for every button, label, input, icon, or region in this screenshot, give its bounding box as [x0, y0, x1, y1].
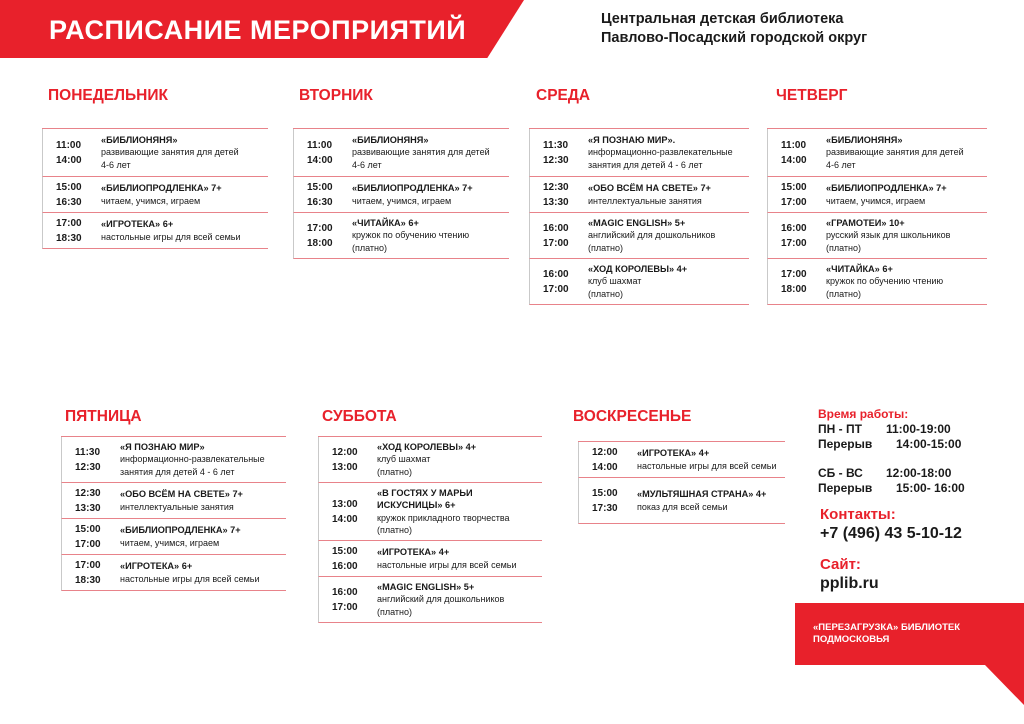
event-row	[293, 129, 509, 177]
event-start: 16:00	[543, 268, 569, 280]
event-description-extra: (платно)	[377, 466, 413, 477]
event-row	[767, 259, 987, 305]
event-end: 14:00	[56, 154, 82, 166]
event-row	[529, 177, 749, 213]
event-times	[530, 267, 588, 297]
event-times	[530, 221, 588, 251]
event-description-extra: занятия для детей 4 - 6 лет	[588, 159, 703, 170]
event-description: настольные игры для всей семьи	[637, 460, 777, 471]
event-row	[318, 541, 542, 577]
day-title: СРЕДА	[536, 87, 591, 104]
event-title: «ИГРОТЕКА» 4+	[637, 448, 710, 458]
event-title: «БИБЛИОПРОДЛЕНКА» 7+	[352, 183, 473, 193]
org-line-2: Павлово-Посадский городской округ	[601, 30, 868, 46]
event-row	[767, 213, 987, 259]
event-start: 17:00	[75, 559, 101, 571]
event-end: 16:30	[56, 196, 82, 208]
event-times	[43, 216, 101, 246]
event-start: 15:00	[332, 545, 358, 557]
event-description: английский для дошкольников	[588, 230, 716, 241]
event-info	[352, 182, 477, 207]
event-times	[294, 180, 352, 210]
event-end: 17:30	[592, 502, 618, 514]
contacts-label: Контакты:	[820, 506, 896, 523]
event-description: кружок по обучению чтению	[826, 276, 944, 287]
event-row	[42, 213, 268, 249]
event-start: 12:00	[332, 446, 358, 458]
event-row	[529, 129, 749, 177]
event-description-extra: (платно)	[377, 606, 413, 617]
event-title: «БИБЛИОНЯНЯ»	[826, 134, 903, 145]
event-description: информационно-развлекательные	[120, 454, 265, 465]
event-info	[120, 524, 245, 549]
event-title: «БИБЛИОПРОДЛЕНКА» 7+	[120, 525, 241, 535]
event-end: 17:00	[332, 601, 358, 613]
event-times	[62, 445, 120, 475]
event-start: 15:00	[307, 181, 333, 193]
event-title: «Я ПОЗНАЮ МИР»	[120, 441, 205, 452]
event-info	[352, 217, 473, 255]
event-row	[529, 259, 749, 305]
weekday-hours-row	[818, 422, 965, 437]
event-row	[318, 437, 542, 483]
event-description: кружок по обучению чтению	[352, 230, 470, 241]
event-title: «В ГОСТЯХ У МАРЬИ ИСКУСНИЦЫ» 6+	[377, 487, 473, 510]
event-info	[101, 182, 226, 207]
event-description: клуб шахмат	[588, 276, 642, 287]
event-list	[42, 128, 268, 249]
event-end: 14:00	[592, 461, 618, 473]
event-list	[293, 128, 509, 259]
event-end: 13:30	[75, 502, 101, 514]
weekend-time: 12:00-18:00	[886, 466, 952, 480]
event-end: 17:00	[781, 196, 807, 208]
event-row	[318, 483, 542, 541]
event-title: «БИБЛИОПРОДЛЕНКА» 7+	[101, 183, 222, 193]
event-info	[826, 217, 954, 255]
event-description-extra: (платно)	[588, 242, 624, 253]
event-description-extra: 4-6 лет	[101, 159, 131, 170]
event-description: настольные игры для всей семьи	[120, 573, 260, 584]
weekday-break-row	[818, 437, 965, 452]
weekend-label: СБ - ВС	[818, 466, 863, 480]
event-times	[62, 558, 120, 588]
event-times	[319, 497, 377, 527]
event-title: «БИБЛИОНЯНЯ»	[101, 134, 178, 145]
event-end: 17:00	[781, 237, 807, 249]
event-end: 18:30	[56, 232, 82, 244]
event-times	[62, 486, 120, 516]
event-description: английский для дошкольников	[377, 594, 505, 605]
event-title: «ОБО ВСЁМ НА СВЕТЕ» 7+	[120, 489, 243, 499]
event-times	[768, 221, 826, 251]
event-end: 12:30	[75, 461, 101, 473]
site-link[interactable]: pplib.ru	[820, 575, 879, 592]
event-row	[61, 483, 286, 519]
event-title: «ЧИТАЙКА» 6+	[826, 263, 893, 274]
event-list	[529, 128, 749, 305]
event-description: читаем, учимся, играем	[826, 195, 926, 206]
event-title: «БИБЛИОПРОДЛЕНКА» 7+	[826, 183, 947, 193]
event-description-extra: (платно)	[377, 525, 413, 535]
event-description-extra: занятия для детей 4 - 6 лет	[120, 466, 235, 477]
event-title: «MAGIC ENGLISH» 5+	[377, 581, 475, 592]
event-description: интеллектуальные занятия	[588, 195, 702, 206]
event-end: 14:00	[332, 513, 358, 525]
event-end: 17:00	[75, 538, 101, 550]
event-description: настольные игры для всей семьи	[101, 231, 241, 242]
site-label: Сайт:	[820, 556, 861, 573]
weekday-label: ПН - ПТ	[818, 422, 862, 436]
event-info	[352, 134, 494, 172]
event-description-extra: (платно)	[352, 242, 388, 253]
event-times	[530, 138, 588, 168]
event-description-extra: 4-6 лет	[352, 159, 382, 170]
event-end: 16:30	[307, 196, 333, 208]
event-times	[43, 180, 101, 210]
event-times	[294, 221, 352, 251]
event-title: «ОБО ВСЁМ НА СВЕТЕ» 7+	[588, 183, 711, 193]
event-title: «Я ПОЗНАЮ МИР».	[588, 134, 676, 145]
event-list	[767, 128, 987, 305]
org-line-1: Центральная детская библиотека	[601, 11, 844, 27]
event-row	[61, 437, 286, 483]
event-times	[319, 445, 377, 475]
event-start: 15:00	[781, 181, 807, 193]
event-times	[768, 180, 826, 210]
phone-number[interactable]: +7 (496) 43 5-10-12	[820, 525, 962, 542]
event-start: 12:00	[592, 446, 618, 458]
event-end: 18:00	[781, 283, 807, 295]
event-description: интеллектуальные занятия	[120, 501, 234, 512]
organization-name	[601, 10, 867, 48]
event-row	[42, 129, 268, 177]
event-start: 17:00	[781, 268, 807, 280]
event-times	[294, 138, 352, 168]
event-info	[101, 218, 244, 243]
event-row	[767, 177, 987, 213]
event-end: 13:00	[332, 461, 358, 473]
event-title: «ИГРОТЕКА» 6+	[120, 561, 193, 571]
weekend-break-row	[818, 481, 965, 496]
event-start: 16:00	[781, 222, 807, 234]
event-row	[578, 442, 785, 478]
event-end: 14:00	[307, 154, 333, 166]
weekday-break-label: Перерыв	[818, 437, 873, 451]
event-times	[768, 138, 826, 168]
event-end: 13:30	[543, 196, 569, 208]
event-start: 15:00	[592, 487, 618, 499]
event-info	[826, 182, 951, 207]
event-start: 16:00	[543, 222, 569, 234]
event-title: «МУЛЬТЯШНАЯ СТРАНА» 4+	[637, 489, 767, 499]
event-title: «ЧИТАЙКА» 6+	[352, 217, 419, 228]
event-times	[579, 486, 637, 516]
event-info	[377, 546, 520, 571]
event-info	[101, 134, 243, 172]
event-row	[293, 213, 509, 259]
day-title: ПОНЕДЕЛЬНИК	[48, 87, 168, 104]
event-row	[318, 577, 542, 623]
event-info	[637, 488, 770, 513]
event-info	[120, 441, 269, 479]
event-start: 11:00	[56, 139, 82, 151]
day-title: ВОСКРЕСЕНЬЕ	[573, 408, 692, 425]
event-description: русский язык для школьников	[826, 230, 951, 241]
working-hours-title: Время работы:	[818, 407, 909, 421]
weekday-break-time: 14:00-15:00	[896, 437, 962, 451]
weekend-break-label: Перерыв	[818, 481, 873, 495]
event-end: 17:00	[543, 283, 569, 295]
event-description-extra: (платно)	[826, 288, 862, 299]
event-end: 17:00	[543, 237, 569, 249]
event-description: информационно-развлекательные	[588, 147, 733, 158]
event-info	[120, 560, 263, 585]
day-title: ВТОРНИК	[299, 87, 373, 104]
event-list	[61, 436, 286, 591]
day-title: СУББОТА	[322, 408, 397, 425]
event-info	[637, 447, 780, 472]
event-description: развивающие занятия для детей	[101, 147, 239, 158]
event-start: 13:00	[332, 498, 358, 510]
event-description: клуб шахмат	[377, 454, 431, 465]
event-description: показ для всей семьи	[637, 501, 728, 512]
event-description-extra: (платно)	[826, 242, 862, 253]
event-start: 17:00	[56, 217, 82, 229]
event-info	[588, 134, 737, 172]
event-info	[588, 182, 715, 207]
event-row	[578, 478, 785, 524]
event-start: 15:00	[75, 523, 101, 535]
event-description-extra: (платно)	[588, 288, 624, 299]
event-end: 18:00	[307, 237, 333, 249]
day-title: ПЯТНИЦА	[65, 408, 142, 425]
event-start: 17:00	[307, 222, 333, 234]
event-row	[293, 177, 509, 213]
working-hours	[818, 407, 965, 496]
event-title: «MAGIC ENGLISH» 5+	[588, 217, 686, 228]
event-description: кружок прикладного творчества	[377, 512, 510, 523]
event-list	[578, 441, 785, 524]
event-start: 11:30	[543, 139, 569, 151]
event-times	[319, 544, 377, 574]
event-title: «ИГРОТЕКА» 4+	[377, 547, 450, 557]
event-info	[826, 263, 947, 301]
event-start: 15:00	[56, 181, 82, 193]
event-times	[530, 180, 588, 210]
event-times	[319, 585, 377, 615]
event-times	[62, 522, 120, 552]
promo-banner-tail	[985, 665, 1024, 705]
event-description-extra: 4-6 лет	[826, 159, 856, 170]
event-row	[61, 555, 286, 591]
promo-line-2: ПОДМОСКОВЬЯ	[813, 634, 890, 645]
day-title: ЧЕТВЕРГ	[776, 87, 848, 104]
event-description: читаем, учимся, играем	[352, 195, 452, 206]
promo-text	[813, 622, 960, 646]
event-times	[768, 267, 826, 297]
event-row	[42, 177, 268, 213]
weekday-time: 11:00-19:00	[886, 422, 951, 436]
event-info	[377, 441, 480, 479]
event-title: «ИГРОТЕКА» 6+	[101, 219, 174, 229]
event-start: 12:30	[543, 181, 569, 193]
event-title: «ХОД КОРОЛЕВЫ» 4+	[377, 441, 477, 452]
event-description: настольные игры для всей семьи	[377, 559, 517, 570]
event-info	[377, 487, 542, 537]
event-description: читаем, учимся, играем	[101, 195, 201, 206]
event-description: развивающие занятия для детей	[826, 147, 964, 158]
event-list	[318, 436, 542, 623]
event-title: «ГРАМОТЕИ» 10+	[826, 217, 905, 228]
weekend-hours-row	[818, 466, 965, 481]
promo-line-1: «ПЕРЕЗАГРУЗКА» БИБЛИОТЕК	[813, 622, 961, 633]
event-end: 14:00	[781, 154, 807, 166]
event-title: «ХОД КОРОЛЕВЫ» 4+	[588, 263, 688, 274]
event-start: 16:00	[332, 586, 358, 598]
event-end: 16:00	[332, 560, 358, 572]
event-row	[529, 213, 749, 259]
event-start: 11:00	[307, 139, 333, 151]
event-end: 12:30	[543, 154, 569, 166]
event-info	[377, 581, 508, 619]
page-title: РАСПИСАНИЕ МЕРОПРИЯТИЙ	[49, 15, 467, 45]
event-row	[61, 519, 286, 555]
event-times	[43, 138, 101, 168]
event-info	[826, 134, 968, 172]
event-start: 12:30	[75, 487, 101, 499]
event-title: «БИБЛИОНЯНЯ»	[352, 134, 429, 145]
event-info	[120, 488, 247, 513]
event-description: развивающие занятия для детей	[352, 147, 490, 158]
event-start: 11:00	[781, 139, 807, 151]
event-row	[767, 129, 987, 177]
event-times	[579, 445, 637, 475]
weekend-break-time: 15:00- 16:00	[896, 481, 965, 495]
event-description: читаем, учимся, играем	[120, 537, 220, 548]
event-info	[588, 217, 719, 255]
event-info	[588, 263, 691, 301]
event-start: 11:30	[75, 446, 101, 458]
event-end: 18:30	[75, 574, 101, 586]
